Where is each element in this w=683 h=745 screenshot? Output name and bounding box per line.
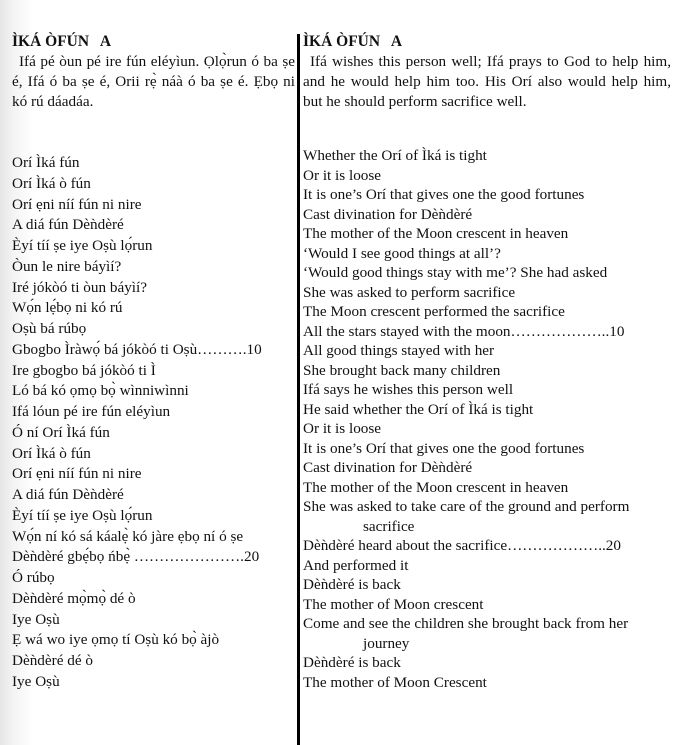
english-verse-line bbox=[303, 224, 671, 244]
verse-text: It is one’s Orí that gives one the good fortunes bbox=[303, 439, 585, 457]
verse-continuation: sacrifice bbox=[363, 517, 415, 535]
yoruba-verse-line: Dèǹdèré gbẹ́bọ ńbẹ̀ ………………….20 bbox=[12, 548, 260, 566]
english-verse-line bbox=[303, 595, 671, 615]
verse-text: The mother of the Moon crescent in heaven bbox=[303, 478, 569, 496]
english-verse-line bbox=[303, 614, 671, 653]
verse-text: She brought back many children bbox=[303, 361, 501, 379]
english-verse-line bbox=[303, 205, 671, 225]
verse-text: The mother of Moon crescent bbox=[303, 595, 484, 613]
verse-text: All good things stayed with her bbox=[303, 342, 495, 359]
yoruba-verse-line: Ló bá kó ọmọ bọ̀ wìnniwìnni bbox=[12, 382, 189, 400]
english-verse-line bbox=[303, 400, 671, 420]
english-verse-line bbox=[303, 458, 671, 478]
verse-text: He said whether the Orí of Ìká is tight bbox=[303, 400, 534, 418]
verse-continuation: journey bbox=[363, 634, 410, 652]
verse-text: Or it is loose bbox=[303, 166, 382, 184]
yoruba-verse-list bbox=[12, 153, 295, 693]
verse-text: Whether the Orí of Ìká is tight bbox=[303, 147, 487, 164]
yoruba-verse-line: Ó ní Orí Ìká fún bbox=[12, 423, 110, 441]
verse-text: ‘Would I see good things at all’? bbox=[303, 244, 501, 262]
english-verse-line bbox=[303, 322, 671, 342]
english-verse-line bbox=[303, 419, 671, 439]
verse-text: The Moon crescent performed the sacrifice bbox=[303, 303, 565, 320]
english-verse-line bbox=[303, 556, 671, 576]
yoruba-verse-line: Orí ẹni níí fún ni nire bbox=[12, 195, 142, 213]
yoruba-verse-line: Ó rúbọ bbox=[12, 569, 55, 586]
yoruba-verse-line: Wọ́n lẹ́bọ ni kó rú bbox=[12, 299, 123, 317]
yoruba-verse-line: Orí ẹni níí fún ni nire bbox=[12, 465, 142, 483]
english-verse-line bbox=[303, 283, 671, 303]
verse-text: And performed it bbox=[303, 556, 409, 574]
english-verse-line bbox=[303, 673, 671, 693]
english-verse-line bbox=[303, 302, 671, 322]
yoruba-verse-line: Òun le nire báyìí? bbox=[12, 257, 122, 275]
yoruba-heading: ÌKÁ ÒFÚN A bbox=[12, 33, 112, 50]
english-verse-line bbox=[303, 439, 671, 459]
yoruba-verse-line: Wọ́n ní kó sá káalẹ̀ kó jàre ẹbọ ní ó ṣe bbox=[12, 527, 244, 545]
verse-text: Dèǹdèré is back bbox=[303, 654, 401, 671]
yoruba-intro: Ifá pé òun pé ire fún eléyìun. Ọlọ̀run ó ba ṣe é, Ifá ó ba ṣe é, Orii rẹ̀ náà ó ba ṣe é. Ẹbọ ni kó rú dáadáa. bbox=[12, 53, 295, 110]
verse-text: Cast divination for Dèǹdèré bbox=[303, 205, 473, 223]
yoruba-verse-line: Ifá lóun pé ire fún eléyìun bbox=[12, 403, 171, 420]
english-verse-line bbox=[303, 263, 671, 283]
verse-text: ‘Would good things stay with me’? She had asked bbox=[303, 264, 608, 281]
english-verse-line bbox=[303, 536, 671, 556]
yoruba-verse-line: A diá fún Dèǹdèré bbox=[12, 216, 124, 234]
verse-text: The mother of the Moon crescent in heaven bbox=[303, 225, 569, 242]
yoruba-verse-line: Iye Oṣù bbox=[12, 672, 60, 690]
english-verse-line bbox=[303, 166, 671, 186]
yoruba-verse-line: Orí Ìká ò fún bbox=[12, 174, 91, 192]
english-verse-line bbox=[303, 341, 671, 361]
english-verse-line bbox=[303, 380, 671, 400]
yoruba-verse-line: Iye Oṣù bbox=[12, 610, 60, 628]
yoruba-verse-line: Èyí tíí ṣe iye Oṣù lọ́run bbox=[12, 237, 153, 254]
verse-text: All the stars stayed with the moon………………..10 bbox=[303, 322, 625, 340]
english-verse-line bbox=[303, 653, 671, 673]
yoruba-verse-line: Èyí tíí ṣe iye Oṣù lọ́run bbox=[12, 506, 153, 524]
verse-text: Cast divination for Dèǹdèré bbox=[303, 459, 473, 476]
verse-text: Come and see the children she brought back from her bbox=[303, 615, 629, 632]
yoruba-verse-line: Orí Ìká ò fún bbox=[12, 444, 91, 462]
verse-text: The mother of Moon Crescent bbox=[303, 673, 487, 691]
english-verse-line bbox=[303, 146, 671, 166]
yoruba-verse-line: Dèǹdèré mọ̀mọ̀ dé ò bbox=[12, 589, 136, 607]
yoruba-verse-line: Iré jókòó ti òun báyìí? bbox=[12, 278, 147, 296]
english-verse-line bbox=[303, 361, 671, 381]
yoruba-verse-line: Ire gbogbo bá jókòó ti Ì bbox=[12, 361, 156, 379]
verse-text: She was asked to perform sacrifice bbox=[303, 283, 516, 301]
yoruba-verse-line: Orí Ìká fún bbox=[12, 154, 80, 171]
english-heading: ÌKÁ ÒFÚN A bbox=[303, 33, 403, 50]
verse-text: She was asked to take care of the ground and perform bbox=[303, 498, 630, 515]
column-divider bbox=[297, 34, 300, 745]
english-verse-line bbox=[303, 575, 671, 595]
english-verse-line bbox=[303, 478, 671, 498]
verse-text: Dèǹdèré heard about the sacrifice………………..20 bbox=[303, 537, 621, 554]
english-verse-line bbox=[303, 185, 671, 205]
yoruba-verse-line: Gbogbo Ìràwọ́ bá jókòó ti Oṣù……….10 bbox=[12, 340, 262, 358]
english-intro: Ifá wishes this person well; Ifá prays to God to help him, and he would help him too. His Orí also would help him, but he should perform sacrifice well. bbox=[303, 53, 671, 110]
verse-text: It is one’s Orí that gives one the good fortunes bbox=[303, 186, 585, 203]
verse-text: Dèǹdèré is back bbox=[303, 576, 401, 593]
yoruba-verse-line: Oṣù bá rúbọ bbox=[12, 320, 87, 337]
english-verse-line bbox=[303, 497, 671, 536]
english-verse-line bbox=[303, 244, 671, 264]
yoruba-verse-line: A diá fún Dèǹdèré bbox=[12, 486, 124, 503]
yoruba-verse-line: Dèǹdèré dé ò bbox=[12, 652, 93, 669]
verse-text: Or it is loose bbox=[303, 420, 382, 437]
yoruba-verse-line: Ẹ wá wo iye ọmọ tí Oṣù kó bọ̀ àjò bbox=[12, 631, 220, 649]
english-verse-list bbox=[303, 146, 671, 692]
verse-text: Ifá says he wishes this person well bbox=[303, 381, 514, 398]
